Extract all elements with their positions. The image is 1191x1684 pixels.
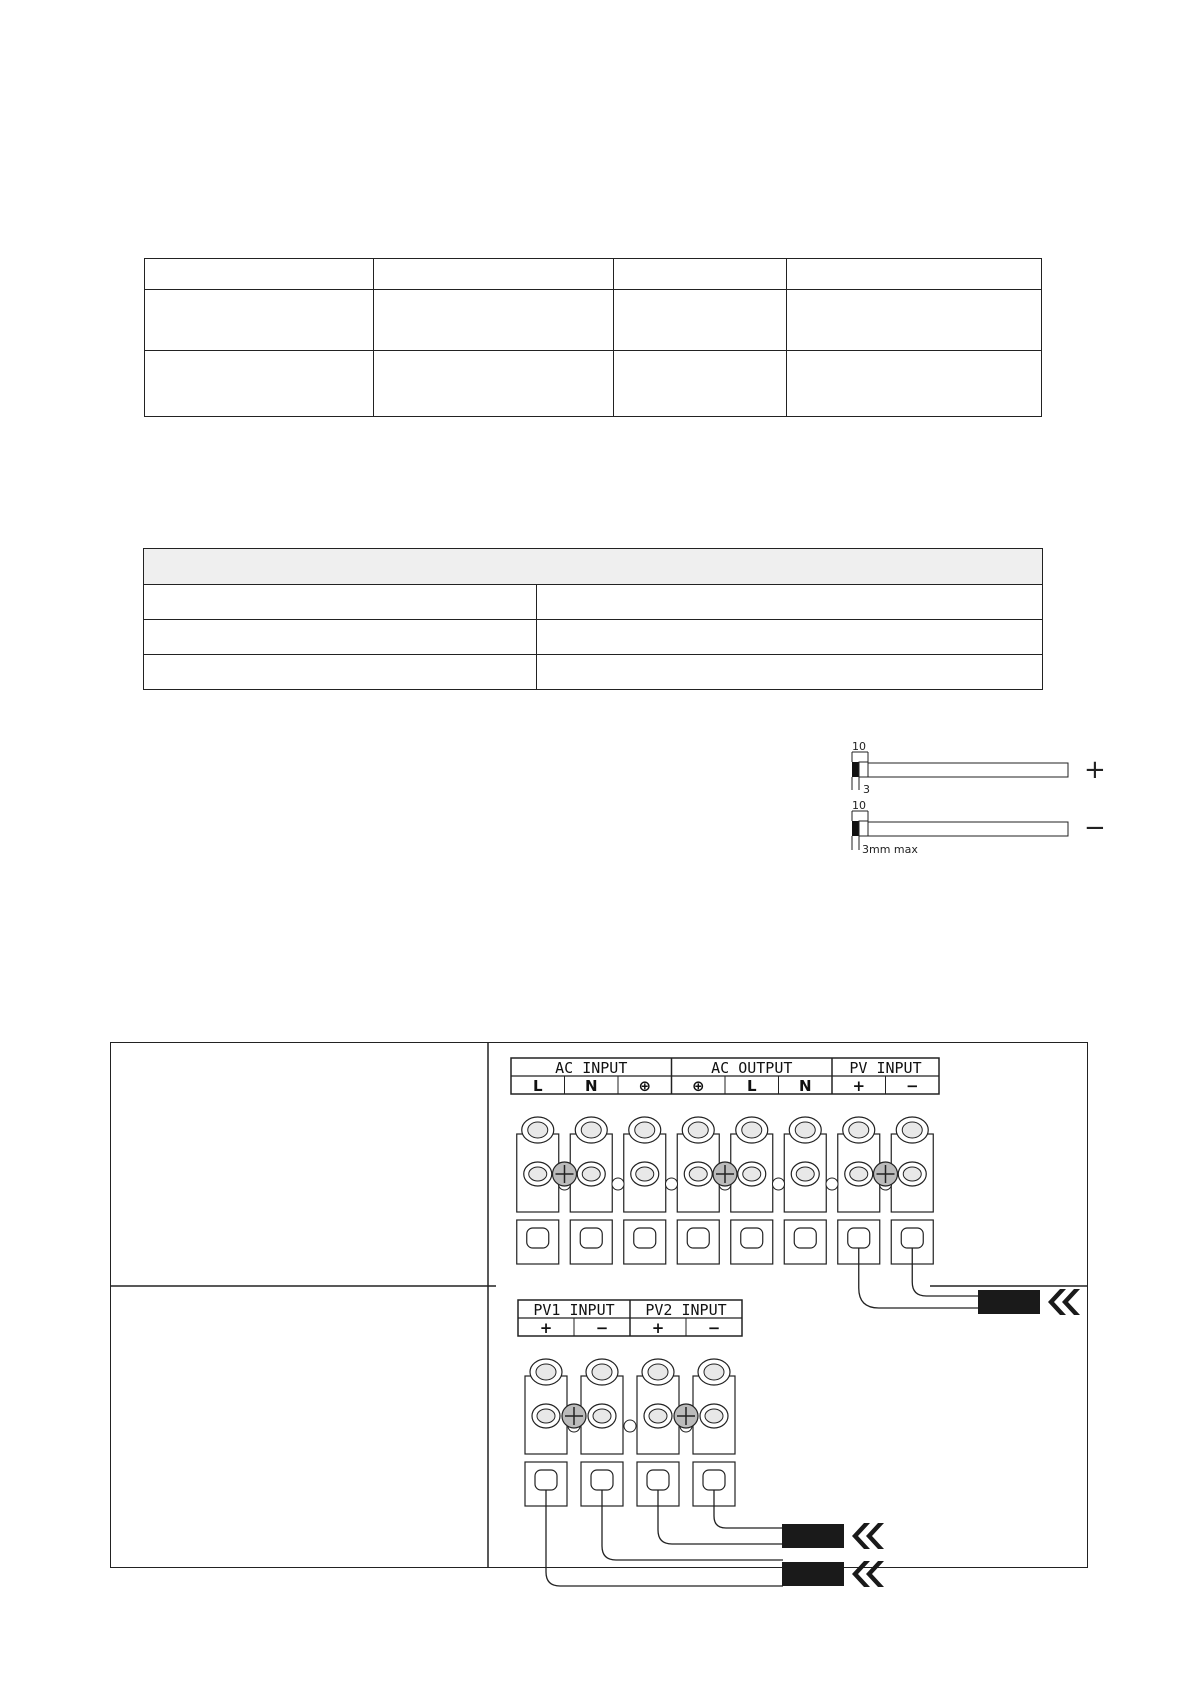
mounting-screw [674, 1404, 698, 1428]
terminal-post [517, 1117, 559, 1264]
terminal-label: ⊕ [691, 1077, 705, 1095]
terminal-label: + [651, 1319, 665, 1337]
minus-sign: − [1084, 813, 1106, 843]
terminal-post [677, 1117, 719, 1264]
terminal-post [525, 1359, 567, 1506]
terminal-post [891, 1117, 933, 1264]
clamp-screw-slot [591, 1470, 613, 1490]
pv-cable-end [978, 1290, 1040, 1314]
terminal-post [784, 1117, 826, 1264]
terminal-post [637, 1359, 679, 1506]
terminal-label: − [707, 1319, 721, 1337]
dual-mppt-terminal-block [518, 1300, 884, 1587]
strip-length-label: 10 [852, 740, 866, 753]
bridge-hole [773, 1178, 785, 1190]
double-chevron-icon [1048, 1289, 1080, 1315]
double-chevron-icon [852, 1561, 884, 1587]
clamp-screw-slot [535, 1470, 557, 1490]
terminal-post [731, 1117, 773, 1264]
insulation-label: 3 [863, 783, 870, 796]
terminal-label: − [905, 1077, 919, 1095]
bridge-hole [612, 1178, 624, 1190]
mounting-screw [874, 1162, 898, 1186]
clamp-screw-slot [848, 1228, 870, 1248]
terminal-post [581, 1359, 623, 1506]
pv-cable-end [782, 1562, 844, 1586]
terminal-label: − [595, 1319, 609, 1337]
pv-cable-end [782, 1524, 844, 1548]
bridge-hole [666, 1178, 678, 1190]
clamp-screw-slot [634, 1228, 656, 1248]
clamp-screw-slot [687, 1228, 709, 1248]
terminal-post [693, 1359, 735, 1506]
terminal-post [624, 1117, 666, 1264]
terminal-label: ⊕ [638, 1077, 652, 1095]
terminal-label: + [852, 1077, 866, 1095]
terminal-label: L [746, 1077, 757, 1095]
terminal-post [570, 1117, 612, 1264]
clamp-screw-slot [901, 1228, 923, 1248]
bridge-hole [624, 1420, 636, 1432]
terminal-label: L [532, 1077, 543, 1095]
clamp-screw-slot [794, 1228, 816, 1248]
terminal-group-label: AC OUTPUT [711, 1059, 793, 1077]
double-chevron-icon [852, 1523, 884, 1549]
clamp-screw-slot [703, 1470, 725, 1490]
clamp-screw-slot [580, 1228, 602, 1248]
clamp-screw-slot [527, 1228, 549, 1248]
strip-length-label: 10 [852, 799, 866, 812]
mounting-screw [713, 1162, 737, 1186]
terminal-group-label: AC INPUT [555, 1059, 628, 1077]
terminal-group-label: PV1 INPUT [533, 1301, 615, 1319]
terminal-label: N [798, 1077, 812, 1095]
mounting-screw [562, 1404, 586, 1428]
terminal-post [838, 1117, 880, 1264]
clamp-screw-slot [741, 1228, 763, 1248]
terminal-label: + [539, 1319, 553, 1337]
single-mppt-terminal-block [511, 1058, 1080, 1315]
bridge-hole [826, 1178, 838, 1190]
mounting-screw [553, 1162, 577, 1186]
terminal-group-label: PV INPUT [849, 1059, 922, 1077]
insulation-max-label: 3mm max [862, 843, 918, 856]
plus-sign: + [1084, 755, 1106, 785]
terminal-label: N [584, 1077, 598, 1095]
clamp-screw-slot [647, 1470, 669, 1490]
terminal-group-label: PV2 INPUT [645, 1301, 727, 1319]
